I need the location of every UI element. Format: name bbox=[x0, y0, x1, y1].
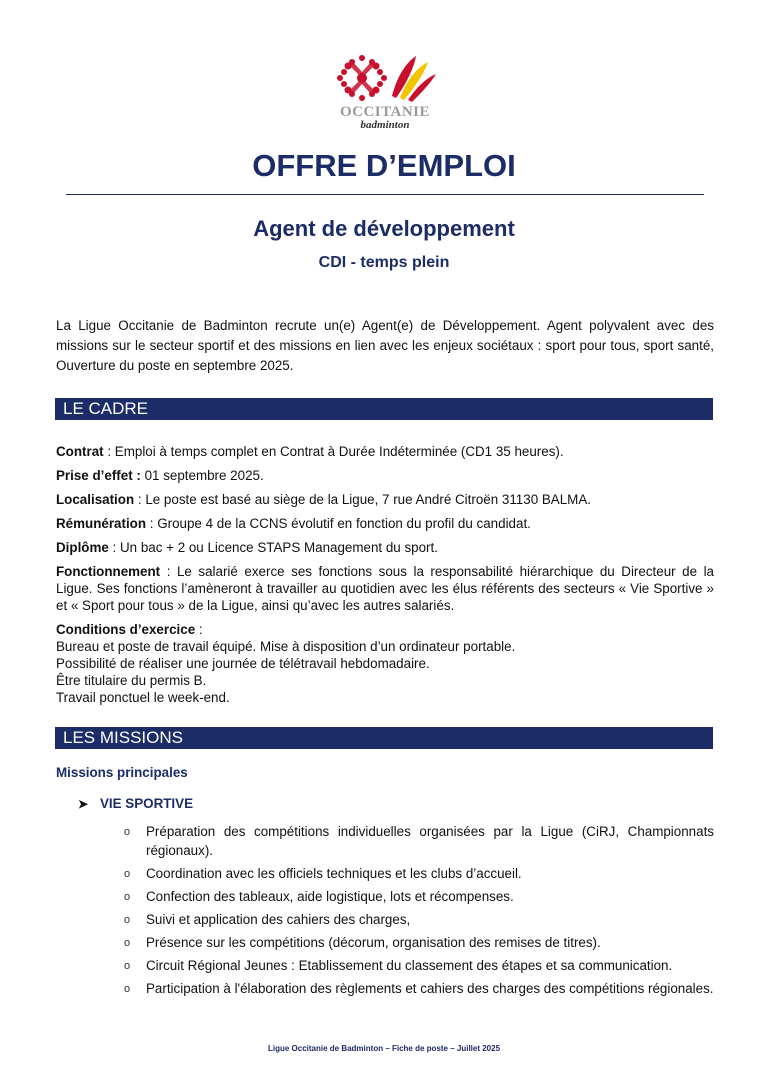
list-item: o Confection des tableaux, aide logistique, lots et récompenses. bbox=[124, 887, 714, 906]
circle-bullet-icon: o bbox=[124, 914, 131, 926]
mission-category-vie-sportive bbox=[78, 796, 193, 811]
arrow-bullet-icon: ➤ bbox=[78, 796, 89, 811]
condition-line: Travail ponctuel le week-end. bbox=[56, 690, 230, 705]
ligue-logo bbox=[330, 50, 440, 130]
job-title: Agent de développement bbox=[253, 216, 515, 241]
list-item: o Coordination avec les officiels techniques et les clubs d’accueil. bbox=[124, 864, 714, 883]
cadre-item-label: Fonctionnement bbox=[56, 564, 161, 579]
cadre-item-text: Groupe 4 de la CCNS évolutif en fonction du profil du candidat. bbox=[157, 516, 531, 531]
logo-wordmark: OCCITANIE bbox=[339, 104, 431, 120]
occitanie-cross-shuttle-icon bbox=[330, 50, 440, 106]
condition-line: Être titulaire du permis B. bbox=[56, 673, 207, 688]
cadre-item-localisation: Localisation : Le poste est basé au siège de la Ligue, 7 rue André Citroën 31130 BALMA. bbox=[56, 492, 591, 507]
title-divider bbox=[66, 194, 704, 195]
circle-bullet-icon: o bbox=[124, 960, 131, 972]
cadre-item-fonctionnement: Fonctionnement : Le salarié exerce ses fonctions sous la responsabilité hiérarchique du Directeur de la Ligue. Ses fonctions l’amèneront à travailler au quotidien avec les élus référents des secteurs « Vie Sportive » et « Sport pour tous » de la Ligue, ainsi qu’avec les autres salariés. bbox=[56, 564, 714, 613]
list-item: o Préparation des compétitions individuelles organisées par la Ligue (CiRJ, Championnats régionaux). bbox=[124, 824, 714, 858]
cadre-section bbox=[56, 443, 714, 706]
section-heading-cadre: LE CADRE bbox=[55, 398, 713, 420]
missions-subheading: Missions principales bbox=[56, 765, 188, 780]
cadre-item-label: Rémunération bbox=[56, 516, 147, 531]
list-item: o Circuit Régional Jeunes : Etablissement du classement des étapes et sa communication. bbox=[124, 956, 714, 975]
circle-bullet-icon: o bbox=[124, 868, 131, 880]
mission-category-label: VIE SPORTIVE bbox=[100, 796, 194, 811]
cadre-item-label: Contrat bbox=[56, 444, 104, 459]
mission-task-list bbox=[124, 822, 714, 1002]
intro-paragraph: La Ligue Occitanie de Badminton recrute un(e) Agent(e) de Développement. Agent polyvalent avec des missions sur le secteur sportif et des missions en lien avec les enjeux sociétaux : sport pour tous, sport santé, Ouverture du poste en septembre 2025. bbox=[56, 318, 714, 373]
circle-bullet-icon: o bbox=[124, 983, 131, 995]
cadre-item-text: Le poste est basé au siège de la Ligue, 7 rue André Citroën 31130 BALMA. bbox=[145, 492, 591, 507]
cadre-item-conditions: Conditions d’exercice : Bureau et poste de travail équipé. Mise à disposition d’un ordinateur portable. Possibilité de réaliser une journée de télétravail hebdomadaire. Être titulaire du permis B. Travail ponctuel le week-end. bbox=[56, 621, 714, 706]
cadre-item-text: Le salarié exerce ses fonctions sous la responsabilité hiérarchique du Directeur de la Ligue. Ses fonctions l’amèneront à travailler au quotidien avec les élus référents des secteurs « Vie Sportive » et « Sport pour tous » de la Ligue, ainsi qu’avec les autres salariés. bbox=[56, 564, 714, 613]
list-item: o Participation à l'élaboration des règlements et cahiers des charges des compétitions régionales. bbox=[124, 979, 714, 998]
page-footer: Ligue Occitanie de Badminton – Fiche de poste – Juillet 2025 bbox=[267, 1044, 501, 1053]
cadre-item-label: Diplôme bbox=[56, 540, 109, 555]
cadre-item-diplome: Diplôme : Un bac + 2 ou Licence STAPS Management du sport. bbox=[56, 540, 438, 555]
condition-line: Bureau et poste de travail équipé. Mise à disposition d’un ordinateur portable. bbox=[56, 639, 516, 654]
condition-line: Possibilité de réaliser une journée de télétravail hebdomadaire. bbox=[56, 656, 430, 671]
logo-tagline: badminton bbox=[360, 119, 410, 131]
cadre-item-label: Localisation bbox=[56, 492, 135, 507]
circle-bullet-icon: o bbox=[124, 891, 131, 903]
page-title: OFFRE D’EMPLOI bbox=[252, 148, 516, 183]
cadre-item-label: Prise d’effet : bbox=[56, 468, 141, 483]
cadre-item-contrat: Contrat : Emploi à temps complet en Contrat à Durée Indéterminée (CD1 35 heures). bbox=[56, 444, 564, 459]
list-item: o Suivi et application des cahiers des charges, bbox=[124, 910, 714, 929]
cadre-item-prise-effet bbox=[56, 467, 714, 484]
cadre-item-label: Conditions d’exercice bbox=[56, 622, 196, 637]
circle-bullet-icon: o bbox=[124, 937, 131, 949]
cadre-item-remuneration: Rémunération : Groupe 4 de la CCNS évolutif en fonction du profil du candidat. bbox=[56, 516, 531, 531]
cadre-item-text: Un bac + 2 ou Licence STAPS Management du sport. bbox=[120, 540, 438, 555]
job-contract-type: CDI - temps plein bbox=[318, 254, 450, 271]
section-heading-missions: LES MISSIONS bbox=[55, 727, 713, 749]
list-item: o Présence sur les compétitions (décorum, organisation des remises de titres). bbox=[124, 933, 714, 952]
cadre-item-text: 01 septembre 2025. bbox=[144, 468, 264, 483]
cadre-item-text: Emploi à temps complet en Contrat à Durée Indéterminée (CD1 35 heures). bbox=[114, 444, 564, 459]
circle-bullet-icon: o bbox=[124, 826, 131, 838]
